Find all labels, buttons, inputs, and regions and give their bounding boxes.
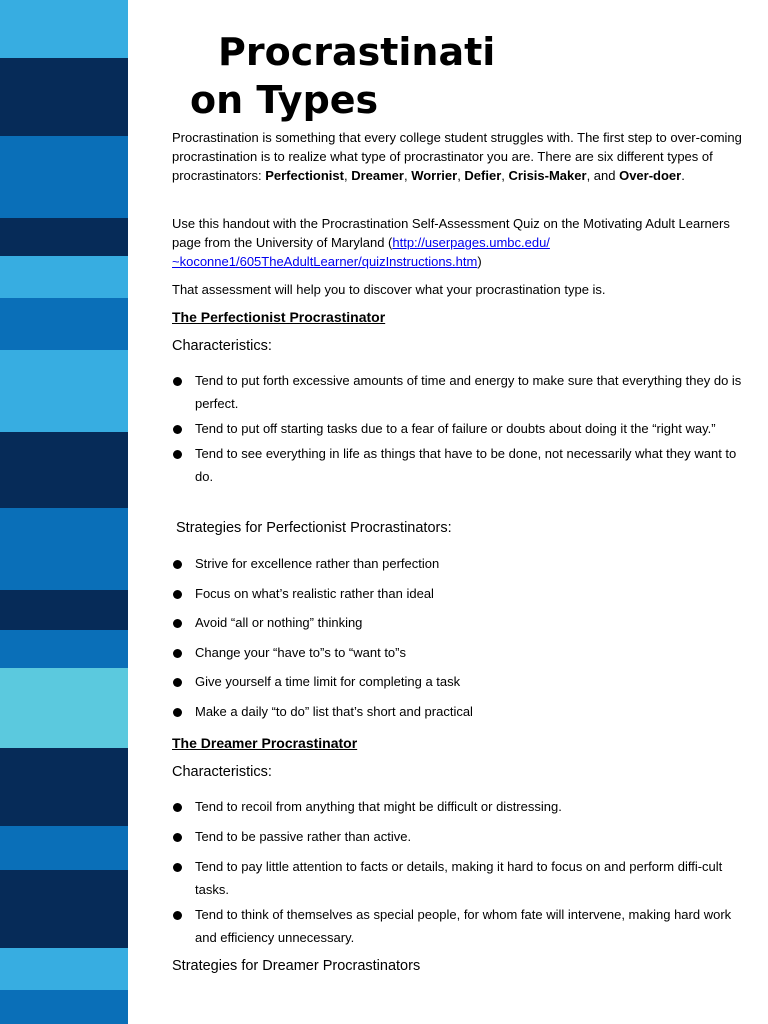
list-item-text: Focus on what’s realistic rather than ideal — [195, 585, 434, 601]
type-worrier: Worrier — [411, 168, 458, 183]
list-item-text: Tend to put forth excessive amounts of time and energy to make sure that everything they do is perfect. — [195, 373, 742, 411]
list-item-text: Tend to put off starting tasks due to a fear of failure or doubts about doing it the “right way.” — [195, 421, 716, 436]
perfectionist-characteristics-label: Characteristics: — [172, 338, 272, 354]
bullet-icon — [173, 450, 182, 459]
list-item-text: Avoid “all or nothing” thinking — [195, 615, 363, 630]
list-item — [172, 670, 752, 693]
bullet-icon — [173, 678, 182, 687]
bullet-icon — [173, 833, 182, 842]
list-item-text: Change your “have to”s to “want to”s — [195, 644, 406, 660]
stripe — [0, 298, 128, 350]
bullet-icon — [173, 863, 182, 872]
stripe — [0, 630, 128, 668]
dreamer-strategies-label: Strategies for Dreamer Procrastinators — [172, 958, 421, 974]
bullet-icon — [173, 377, 182, 386]
list-item — [172, 442, 752, 488]
list-item — [172, 641, 752, 664]
bullet-icon — [173, 590, 182, 599]
bullet-icon — [173, 619, 182, 628]
bullet-icon — [173, 425, 182, 434]
type-perfectionist: Perfectionist — [265, 168, 344, 183]
list-item-text: Tend to be passive rather than active. — [195, 829, 412, 844]
list-item-text: Tend to think of themselves as special people, for whom fate will intervene, making hard work and efficiency unnecessary. — [195, 907, 732, 945]
quiz-link[interactable]: http://userpages.umbc.edu/ ~koconne1/605TheAdultLearner/quizInstructions.htm — [172, 235, 550, 269]
period: . — [681, 168, 685, 183]
type-dreamer: Dreamer — [351, 168, 404, 183]
list-item — [172, 552, 752, 575]
perfectionist-strategies-list — [172, 552, 752, 723]
type-defier: Defier — [464, 168, 502, 183]
list-item — [172, 795, 752, 818]
separator: , — [501, 168, 509, 183]
stripe — [0, 826, 128, 870]
stripe — [0, 990, 128, 1024]
stripe — [0, 590, 128, 630]
separator: , — [343, 168, 352, 183]
dreamer-characteristics-list — [172, 795, 752, 949]
perfectionist-heading: The Perfectionist Procrastinator — [172, 309, 386, 325]
list-item — [172, 903, 752, 949]
close-paren: ) — [477, 254, 482, 269]
stripe — [0, 948, 128, 990]
type-crisis-maker: Crisis-Maker — [508, 168, 587, 183]
stripe — [0, 256, 128, 298]
separator: , — [403, 168, 412, 183]
list-item — [172, 611, 752, 634]
stripe — [0, 136, 128, 218]
list-item — [172, 369, 752, 415]
title-line-2: on Types — [190, 78, 379, 122]
stripe — [0, 58, 128, 136]
perfectionist-characteristics-list — [172, 369, 752, 488]
intro-text: Procrastination is something that every college student struggles with. The first step to over-coming procrastination is to realize what type of procrastinator you are. There are six different types of procrastinators: — [172, 130, 742, 183]
stripe — [0, 218, 128, 256]
bullet-icon — [173, 708, 182, 717]
separator: , and — [586, 168, 620, 183]
list-item-text: Strive for excellence rather than perfection — [195, 556, 440, 571]
stripe — [0, 432, 128, 508]
dreamer-characteristics-label: Characteristics: — [172, 764, 272, 780]
stripe — [0, 668, 128, 748]
list-item — [172, 417, 752, 440]
list-item-text: Tend to pay little attention to facts or details, making it hard to focus on and perform diffi-cult tasks. — [195, 859, 723, 897]
perfectionist-strategies-label: Strategies for Perfectionist Procrastinators: — [176, 520, 452, 536]
page-title — [190, 28, 520, 124]
dreamer-heading: The Dreamer Procrastinator — [172, 735, 358, 751]
list-item-text: Make a daily “to do” list that’s short and practical — [195, 703, 473, 719]
bullet-icon — [173, 803, 182, 812]
stripe — [0, 350, 128, 432]
list-item — [172, 855, 752, 901]
stripe — [0, 508, 128, 590]
list-item — [172, 582, 752, 605]
bullet-icon — [173, 560, 182, 569]
separator: , — [457, 168, 465, 183]
list-item-text: Give yourself a time limit for completing a task — [195, 674, 461, 689]
stripe — [0, 748, 128, 826]
intro-paragraph — [172, 128, 750, 185]
bullet-icon — [173, 649, 182, 658]
bullet-icon — [173, 911, 182, 920]
use-handout-paragraph — [172, 214, 750, 271]
list-item-text: Tend to see everything in life as things that have to be done, not necessarily what they want to do. — [195, 446, 737, 484]
type-over-doer: Over-doer — [619, 168, 682, 183]
stripe — [0, 870, 128, 948]
assessment-paragraph: That assessment will help you to discover what your procrastination type is. — [172, 282, 606, 297]
decorative-stripe-sidebar — [0, 0, 128, 1024]
list-item — [172, 700, 752, 723]
stripe — [0, 0, 128, 58]
title-line-1: Procrastinati — [218, 30, 496, 74]
use-handout-text: Use this handout with the Procrastination Self-Assessment Quiz on the Motivating Adult Learners page from the University of Maryland ( — [172, 216, 730, 250]
list-item-text: Tend to recoil from anything that might be difficult or distressing. — [195, 799, 562, 814]
list-item — [172, 825, 752, 848]
